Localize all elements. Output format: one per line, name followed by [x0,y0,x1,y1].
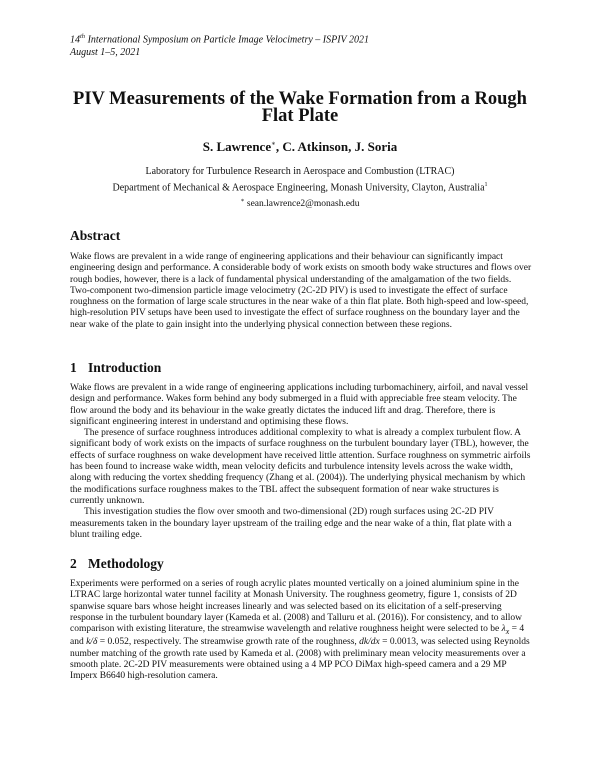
affiliation-department: Department of Mechanical & Aerospace Engineering, Monash University, Clayton, Australia [112,181,485,193]
lambda-symbol: λ [501,624,506,635]
intro-paragraph-1: Wake flows are prevalent in a wide range of engineering applications including turbomachinery, airfoil, and naval vessel design and performance. Wakes form behind any body submerged in a fluid with appreciable free steam velocity. The flow around the body and its behaviour in the wake greatly dictates the induced lift and drag. Therefore, there is significant engineering interest in understand and optimising these flows. [70,383,529,427]
method-text-b: = 4 and [70,624,525,648]
method-paragraph-1 [70,579,532,683]
conference-header [70,31,369,59]
method-text-c: = 0.052, respectively. The streamwise growth rate of the roughness, [97,637,360,648]
author-rest: , C. Atkinson, J. Soria [275,139,398,154]
methodology-body [70,579,532,683]
method-text-a: Experiments were performed on a series of rough acrylic plates mounted vertically on a joined aluminium spine in the LTRAC large horizontal water tunnel facility at Monash University. The roughness geometry, figure 1, consists of 2D spanwise square bars whose height increases linearly and was selected based on its elicitation of a self-preserving response in the turbulent boundary layer (Kameda et al. (2008) and Talluru et al. (2016)). For consistency, and to allow comparison with existing literature, the streamwise wavelength and relative roughness height were selected to be [70,579,523,635]
author-list [60,139,540,155]
author-first: S. Lawrence [202,139,272,154]
contact-email [60,197,540,209]
abstract-paragraph: Wake flows are prevalent in a wide range of engineering applications and their behaviour can significantly impact engineering design and performance. A considerable body of work exists on smooth body wake structures and flows over rough bodies, however, there is a lack of fundamental physical understanding of the amalgamation of the two fields. Two-component two-dimension particle image velocimetry (2C-2D PIV) is used to investigate the effect of surface roughness on the formation of large scale structures in the near wake of a thin flat plate. Both high-speed and low-speed, high-resolution PIV setups have been used to investigate the effect of surface roughness on the boundary layer and the near wake of the plate to gain insight into the underlying physical connection between these regions. [70,252,532,330]
corresponding-mark: ∗ [271,139,276,148]
paper-title: PIV Measurements of the Wake Formation from a Rough Flat Plate [73,89,527,126]
affiliation-line-1: Laboratory for Turbulence Research in Aerospace and Combustion (LTRAC) [145,166,455,177]
conference-ordinal-suffix: th [80,33,86,40]
introduction-body [70,383,532,541]
conference-title: International Symposium on Particle Image Velocimetry – ISPIV 2021 [85,34,369,46]
email-address: sean.lawrence2@monash.edu [244,199,360,210]
abstract-body [70,252,532,331]
affiliation-line-2 [40,179,560,195]
intro-paragraph-2: The presence of surface roughness introduces additional complexity to what is already a complex turbulent flow. A significant body of work exists on the impacts of surface roughness on the turbulent boundary layer (TBL), however, the effects of surface roughness on wake development have received little attention. Surface roughness on symmetric airfoils has been found to increase wake width, mean velocity deficits and turbulence intensity levels across the wake width, along with reducing the vortex shedding frequency (Zhang et al. (2004)). The underlying physical mechanism by which the modifications surface roughness makes to the TBL affect the subsequent formation of near wake structures is currently unknown. [70,428,531,506]
section-number: 2 [70,556,77,571]
growth-rate: dk/dx [359,637,380,648]
methodology-heading [70,556,164,572]
email-mark: ∗ [240,198,245,204]
roughness-ratio: k/δ [86,637,98,648]
conference-ordinal: 14 [70,34,80,46]
affiliation-mark: 1 [484,181,488,188]
abstract-heading: Abstract [70,228,121,243]
conference-dates: August 1–5, 2021 [70,46,141,58]
section-title: Introduction [88,360,162,375]
section-number: 1 [70,360,77,375]
affiliation [40,166,560,194]
introduction-heading [70,360,161,376]
conference-name [70,31,369,47]
section-title: Methodology [88,556,164,571]
method-text-d: = 0.0013, was selected using Reynolds number matching of the growth rate used by Kameda et al. (2008) with preliminary mean velocity measurements over a smooth plate. 2C-2D PIV measurements were obtained using a 4 MP PCO DiMax high-speed camera and a 29 MP Imperx B6640 high-resolution camera. [70,637,530,682]
intro-paragraph-3: This investigation studies the flow over smooth and two-dimensional (2D) rough surfaces using 2C-2D PIV measurements taken in the boundary layer upstream of the trailing edge and the near wake of a thin, flat plate with a blunt trailing edge. [70,507,512,540]
lambda-subscript: x [505,627,510,637]
